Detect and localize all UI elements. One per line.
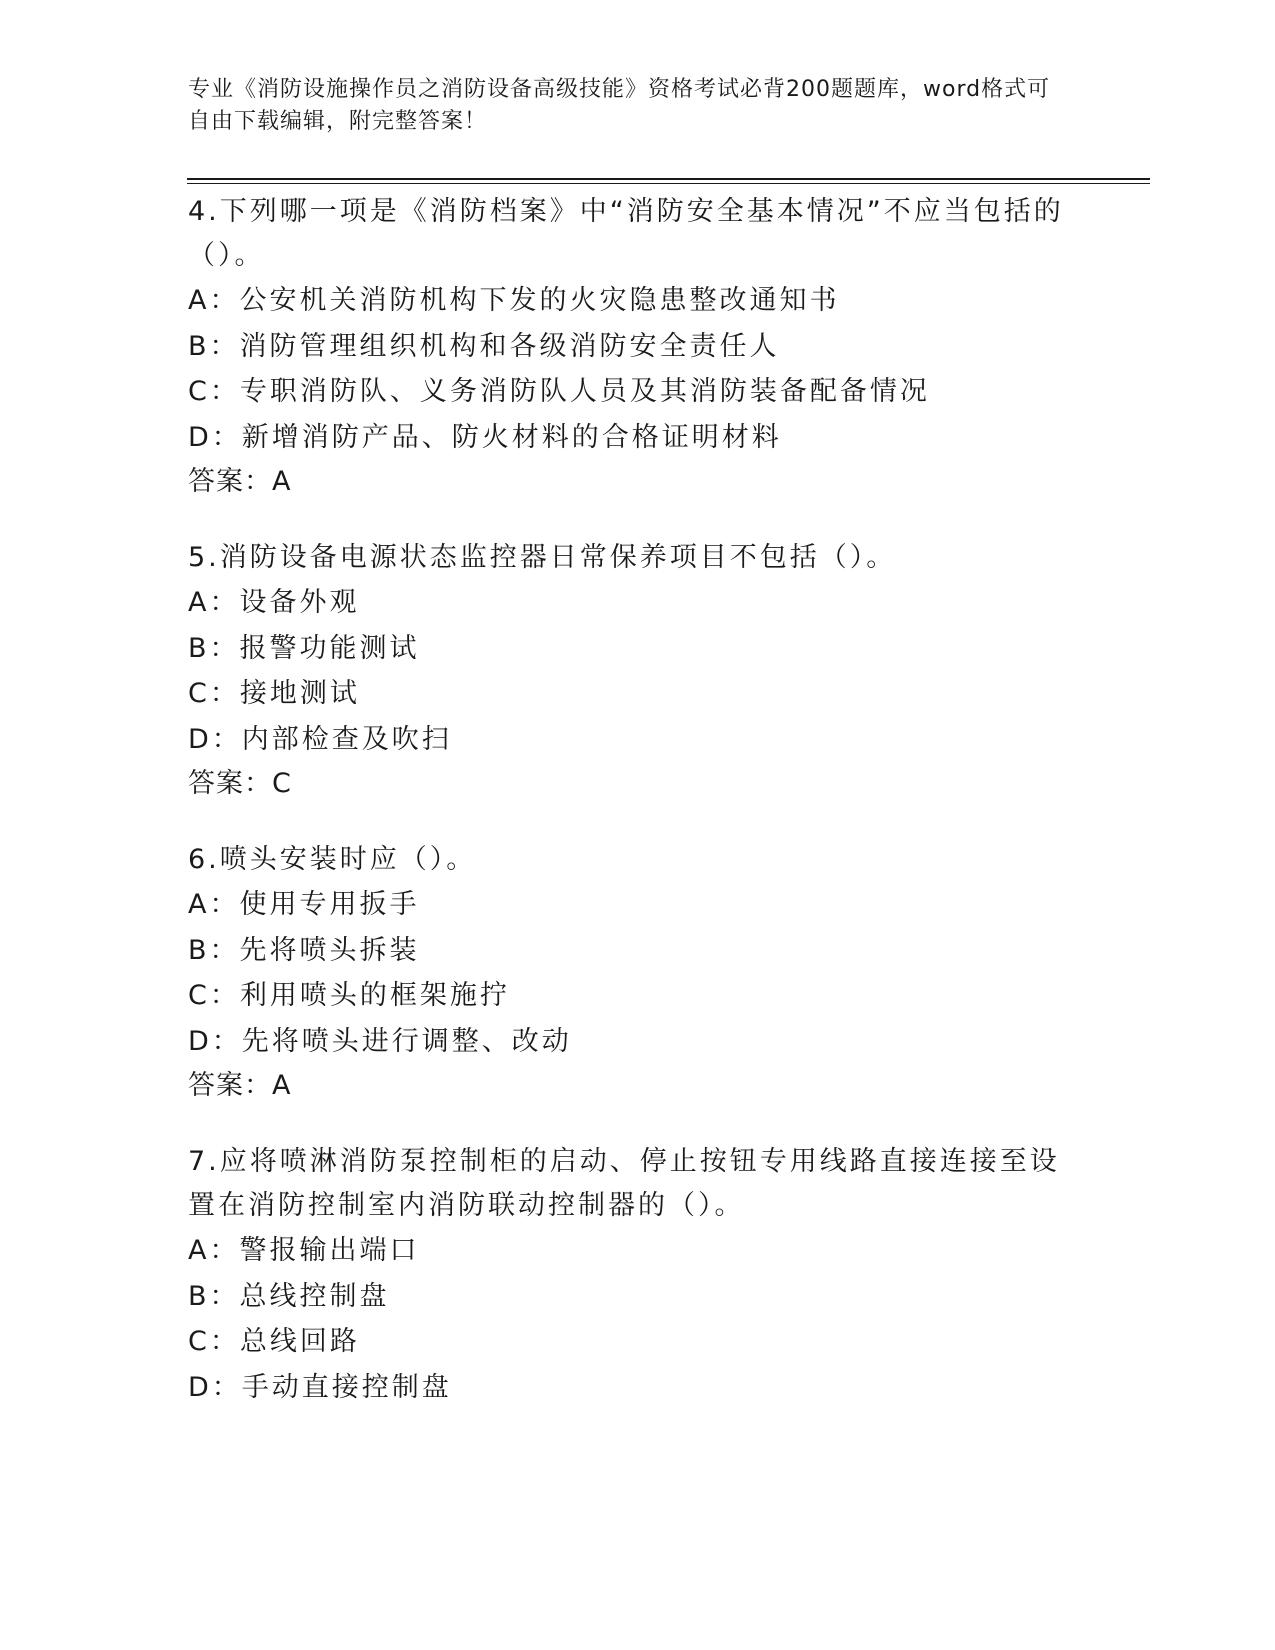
answer: 答案：C [188,768,292,799]
option-c: C：专职消防队、义务消防队人员及其消防装备配备情况 [188,376,930,407]
question-stem: 4.下列哪一项是《消防档案》中“消防安全基本情况”不应当包括的（）。 [188,196,1064,271]
question-stem: 6.喷头安装时应（）。 [188,844,477,875]
question-7 [188,1140,1068,1410]
question-stem: 7.应将喷淋消防泵控制柜的启动、停止按钮专用线路直接连接至设置在消防控制室内消防联动控制器的（）。 [188,1146,1060,1221]
option-b: B：消防管理组织机构和各级消防安全责任人 [188,330,780,362]
answer: 答案：A [188,1070,292,1101]
option-b: B：报警功能测试 [188,632,420,664]
question-6 [188,838,1068,1108]
question-5 [188,536,1068,806]
header-divider-thick [187,178,1150,180]
question-4 [188,190,1068,504]
option-d: D：新增消防产品、防火材料的合格证明材料 [188,421,782,453]
option-a: A：公安机关消防机构下发的火灾隐患整改通知书 [188,285,840,316]
option-c: C：接地测试 [188,678,360,709]
option-b: B：先将喷头拆装 [188,934,420,966]
document-header: 专业《消防设施操作员之消防设备高级技能》资格考试必背200题题库，word格式可自由下载编辑，附完整答案！ [188,77,1051,134]
option-d: D：内部检查及吹扫 [188,723,452,755]
option-d: D：手动直接控制盘 [188,1371,452,1403]
option-b: B：总线控制盘 [188,1280,390,1312]
option-a: A：警报输出端口 [188,1235,420,1266]
option-c: C：利用喷头的框架施拧 [188,980,510,1011]
answer: 答案：A [188,466,292,497]
option-a: A：使用专用扳手 [188,889,420,920]
header-divider-thin [187,183,1150,184]
option-d: D：先将喷头进行调整、改动 [188,1025,572,1057]
option-a: A：设备外观 [188,587,360,618]
option-c: C：总线回路 [188,1326,360,1357]
question-stem: 5.消防设备电源状态监控器日常保养项目不包括（）。 [188,542,897,573]
question-list [188,190,1068,1442]
